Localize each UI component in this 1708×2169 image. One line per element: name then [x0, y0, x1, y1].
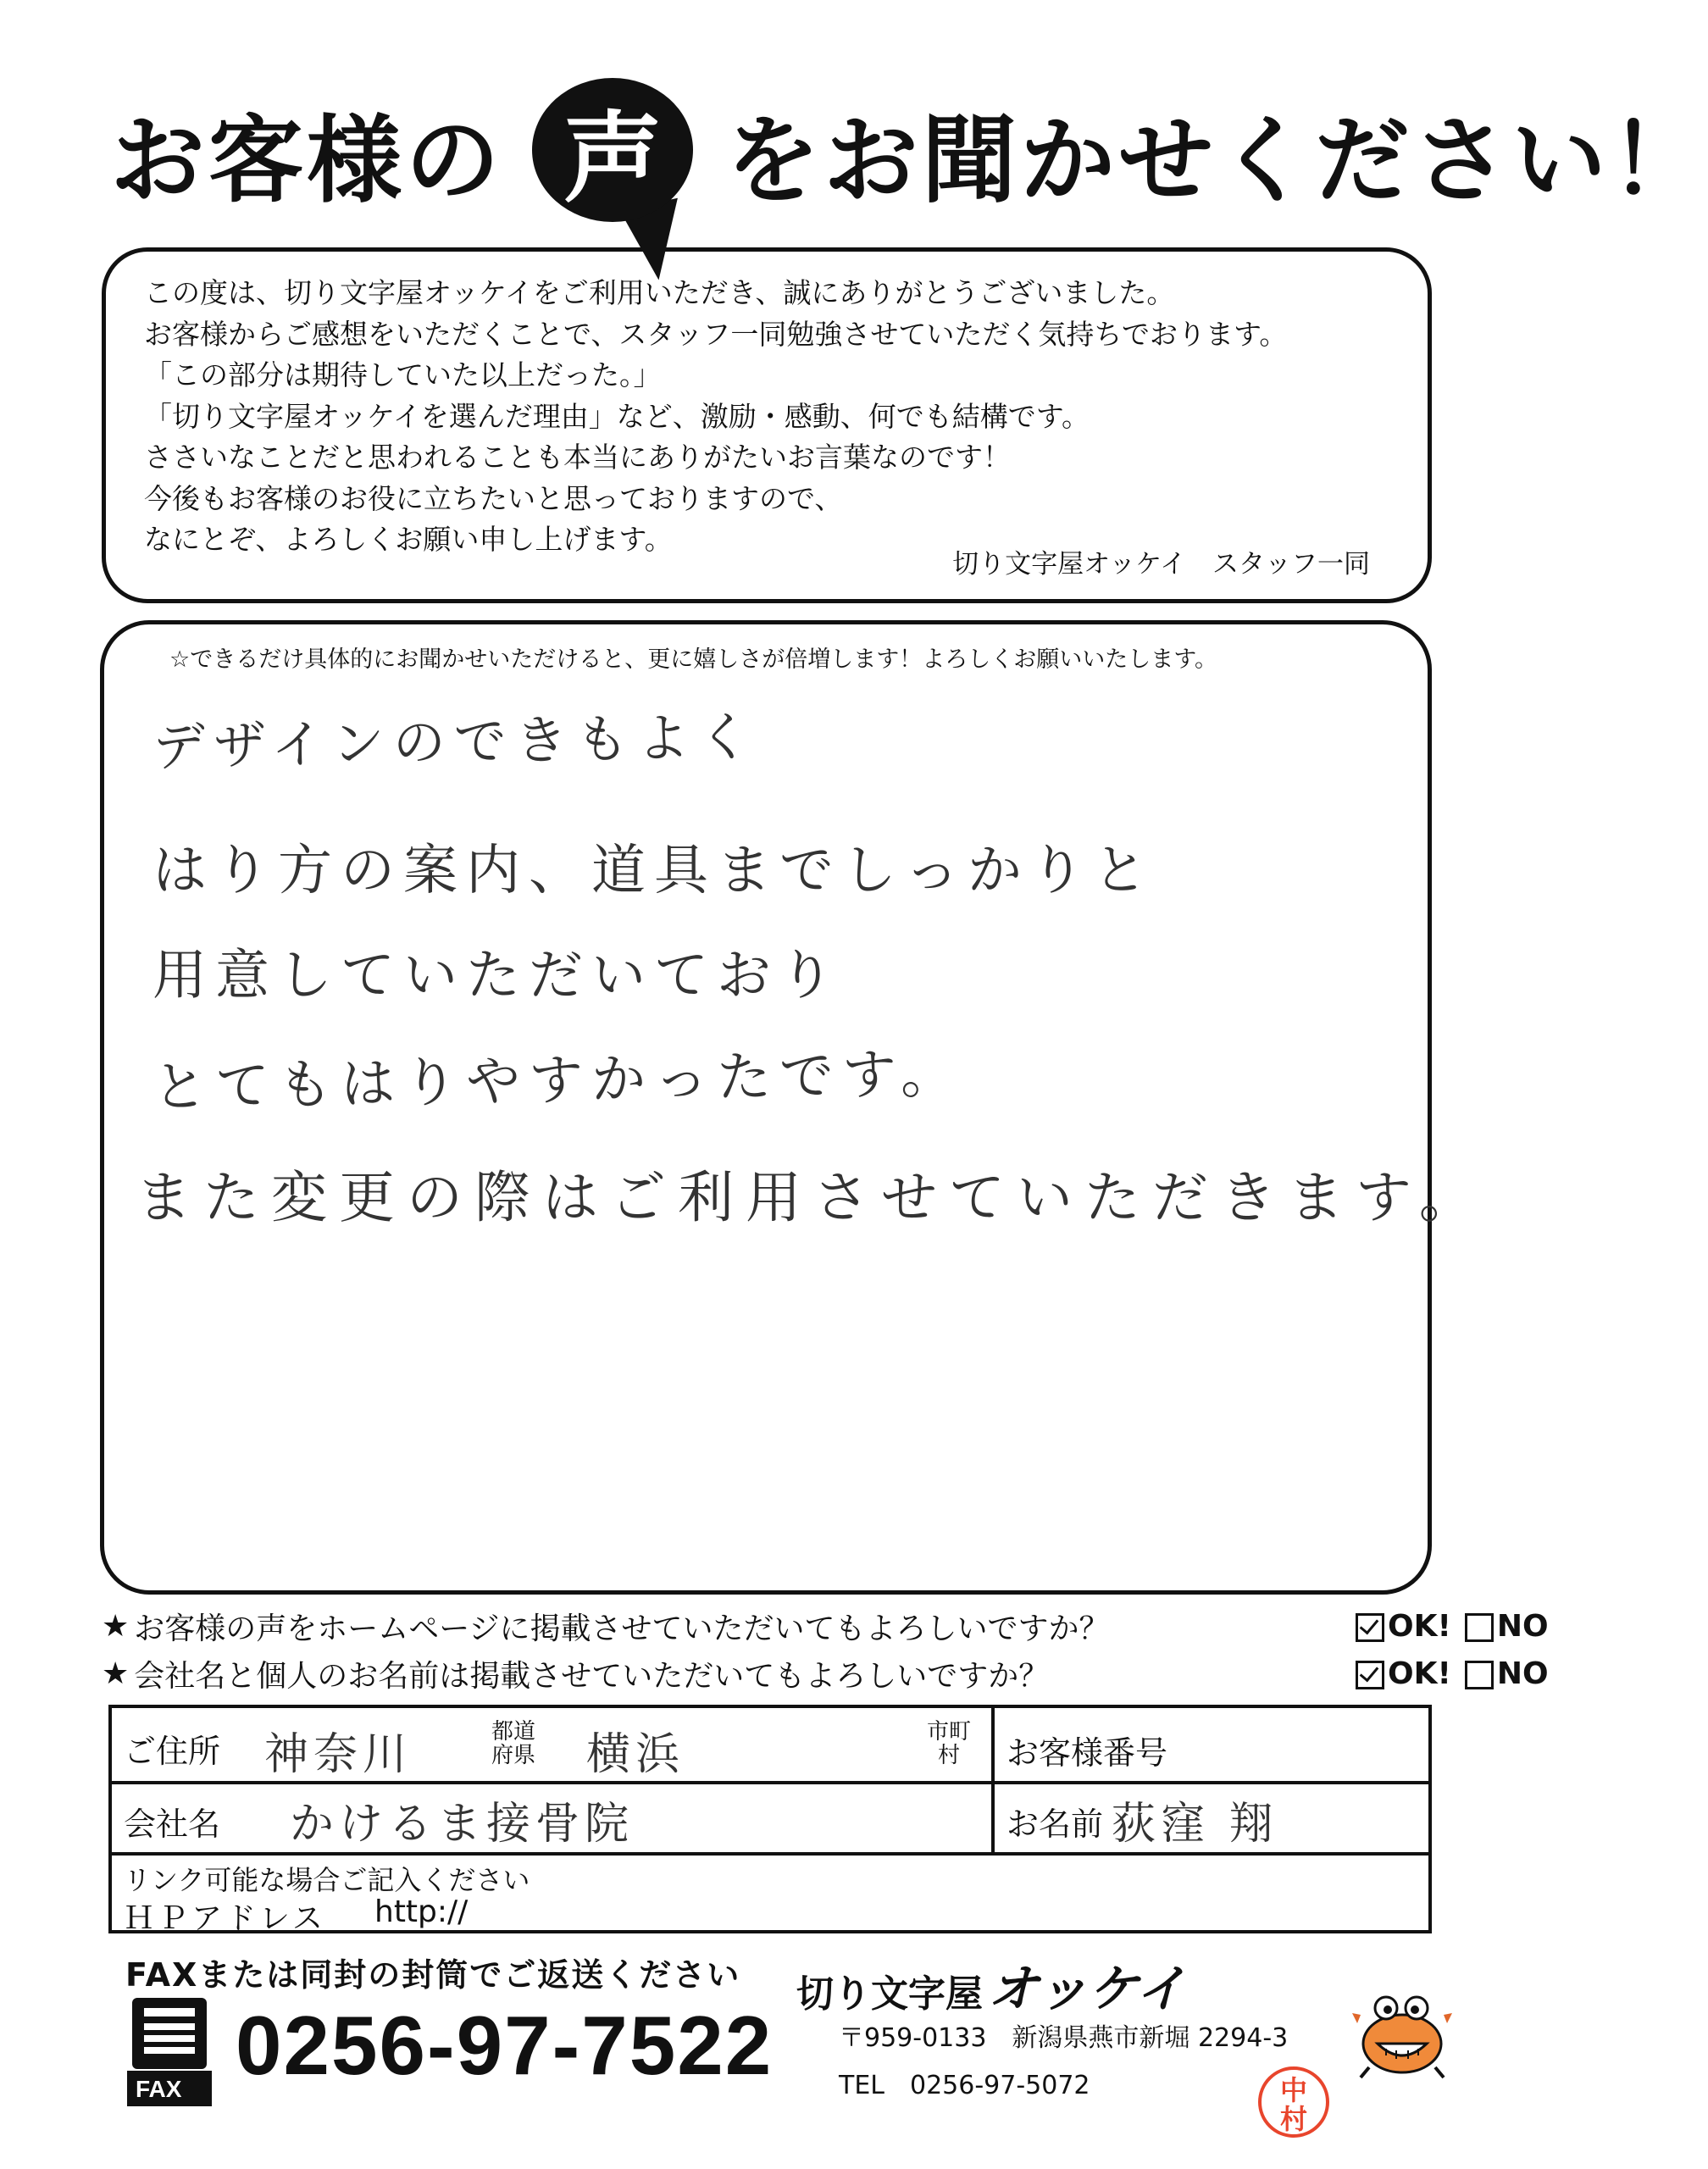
checkbox-empty-icon — [1465, 1613, 1494, 1642]
svg-text:中: 中 — [1279, 2074, 1308, 2106]
intro-line: お客様からご感想をいただくことで、スタッフ一同勉強させていただく気持ちでおります。 — [144, 317, 1288, 351]
city-value[interactable]: 横浜 — [586, 1729, 685, 1780]
fax-icon-label: FAX — [136, 2076, 182, 2102]
intro-line: この度は、切り文字屋オッケイをご利用いただき、誠にありがとうございました。 — [144, 276, 1175, 309]
ok-checkbox[interactable]: OK! — [1356, 1656, 1451, 1691]
city-suffix: 市町 村 — [927, 1719, 972, 1768]
intro-line: なにとぞ、よろしくお願い申し上げます。 — [144, 523, 673, 556]
company-prefix: 切り文字屋 — [796, 1972, 983, 2016]
intro-line: ささいなことだと思われることも本当にありがたいお言葉なのです！ — [144, 441, 1011, 474]
star-icon: ★ — [102, 1656, 130, 1691]
intro-text — [144, 273, 1415, 561]
page-title — [110, 68, 1708, 237]
customer-number-label: お客様番号 — [1006, 1734, 1168, 1772]
no-checkbox[interactable]: NO — [1465, 1656, 1549, 1691]
company-logo — [796, 1949, 1186, 2022]
name-value[interactable]: 荻窪 翔 — [1112, 1799, 1278, 1850]
seal-stamp-icon — [1256, 2064, 1332, 2140]
permission-row-voice — [102, 1605, 1549, 1648]
fax-icon — [127, 1998, 212, 2106]
intro-line: 今後もお客様のお役に立ちたいと思っておりますので、 — [144, 481, 843, 515]
company-address: 〒959-0133 新潟県燕市新堀 2294-3 — [839, 2023, 1289, 2053]
crab-mascot-icon — [1352, 1989, 1452, 2083]
svg-text:村: 村 — [1279, 2103, 1308, 2135]
customer-info-table — [108, 1705, 1432, 1936]
hp-label: ＨＰアドレス — [124, 1901, 326, 1936]
checkbox-checked-icon — [1356, 1613, 1384, 1642]
company-brand: オッケイ — [988, 1960, 1186, 2019]
handwritten-line: はり方の案内、道具までしっかりと — [152, 840, 1156, 902]
link-label: リンク可能な場合ご記入ください — [124, 1864, 530, 1896]
fax-number: 0256-97-7522 — [236, 1999, 774, 2092]
checkbox-checked-icon — [1356, 1661, 1384, 1689]
permission-row-name — [102, 1652, 1549, 1695]
permission-question: お客様の声をホームページに掲載させていただいてもよろしいですか？ — [134, 1611, 1110, 1646]
intro-line: 「この部分は期待していた以上だった。」 — [144, 358, 662, 391]
star-icon: ★ — [102, 1609, 130, 1644]
comment-note: ☆できるだけ具体的にお聞かせいただけると、更に嬉しさが倍増します！よろしくお願いいたします。 — [169, 646, 1218, 673]
prefecture-value[interactable]: 神奈川 — [264, 1729, 413, 1780]
handwritten-line: デザインのできもよく — [152, 705, 760, 779]
fax-heading: FAXまたは同封の封筒でご返送ください — [125, 1956, 741, 1994]
name-label: お名前 — [1006, 1806, 1104, 1843]
title-bubble-text: 声 — [532, 78, 693, 222]
checkbox-empty-icon — [1465, 1661, 1494, 1689]
no-checkbox[interactable]: NO — [1465, 1609, 1549, 1644]
company-tel: TEL 0256-97-5072 — [839, 2071, 1090, 2100]
title-after: をお聞かせください！ — [725, 105, 1708, 216]
title-before: お客様の — [110, 105, 503, 216]
intro-signature: 切り文字屋オッケイ スタッフ一同 — [952, 549, 1370, 580]
company-value[interactable]: かけるま接骨院 — [290, 1799, 635, 1850]
address-label: ご住所 — [124, 1733, 221, 1770]
permission-question: 会社名と個人のお名前は掲載させていただいてもよろしいですか？ — [134, 1659, 1050, 1694]
speech-bubble-icon — [525, 68, 703, 237]
hp-address-field[interactable]: http:// — [374, 1894, 469, 1929]
handwritten-line: とてもはりやすかったです。 — [152, 1042, 964, 1120]
company-label: 会社名 — [124, 1806, 221, 1843]
prefecture-suffix: 都道 府県 — [491, 1719, 536, 1768]
ok-checkbox[interactable]: OK! — [1356, 1609, 1451, 1644]
intro-line: 「切り文字屋オッケイを選んだ理由」など、激励・感動、何でも結構です。 — [144, 399, 1090, 433]
handwritten-line: また変更の際はご利用させていただきます。 — [136, 1165, 1487, 1230]
handwritten-line: 用意していただいており — [152, 945, 842, 1007]
